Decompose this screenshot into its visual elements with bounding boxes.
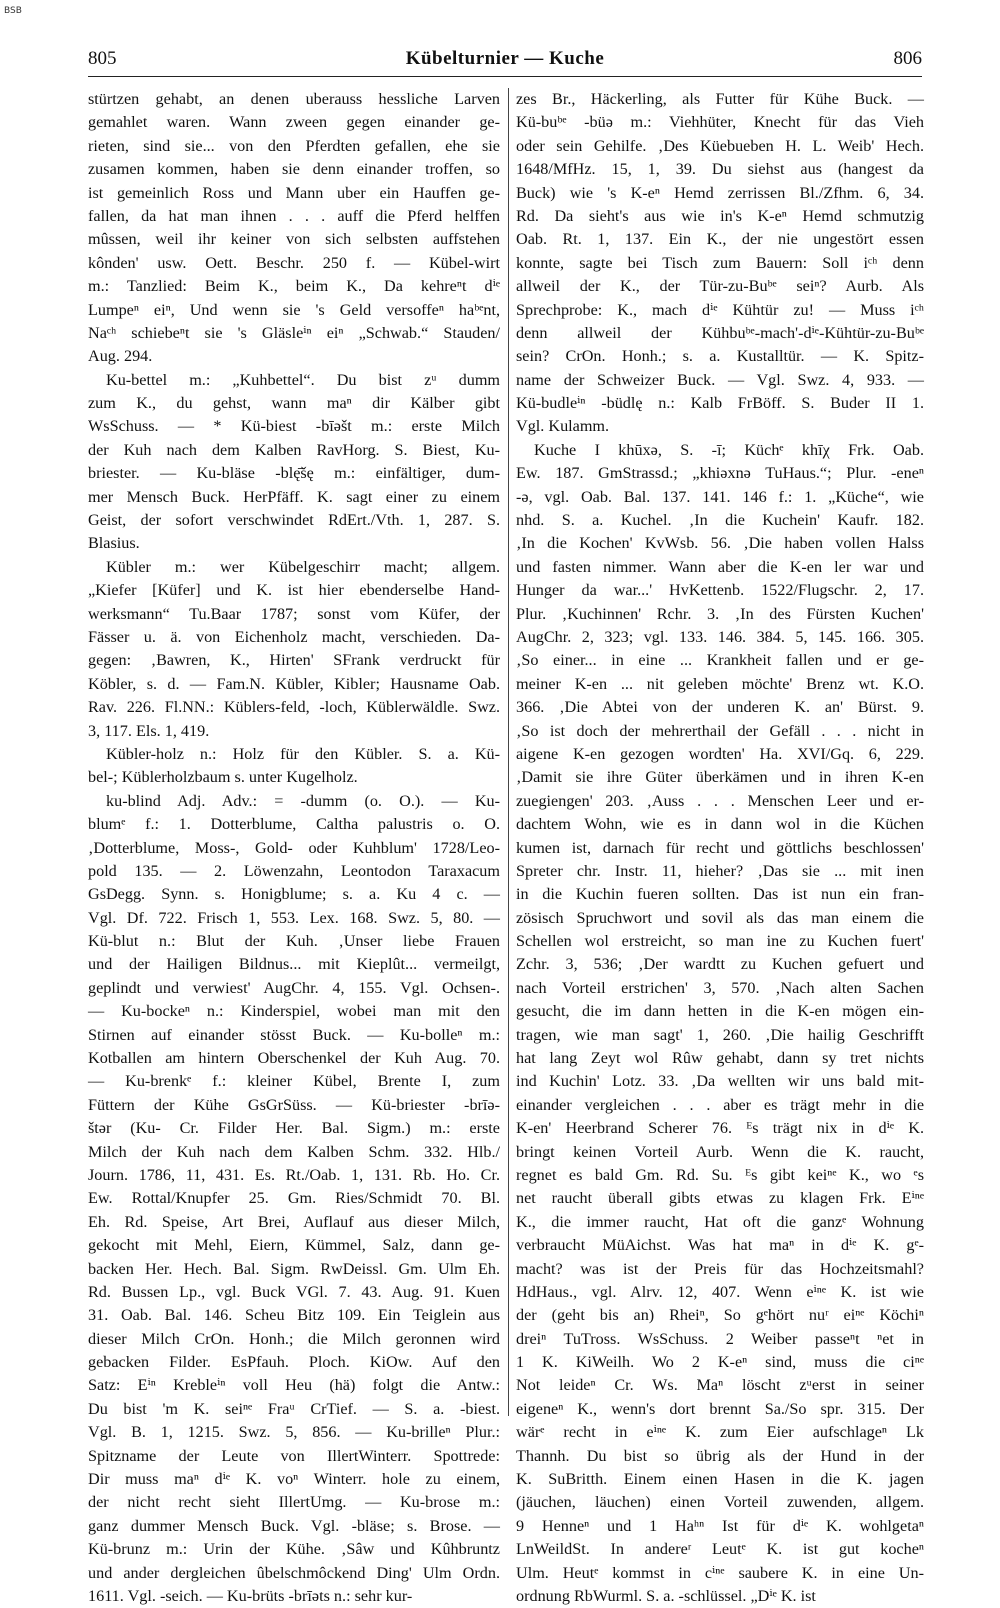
right-column <box>516 88 924 1605</box>
text-line: Plur. ‚Kuchinnen' Rchr. 3. ‚In des Fürsten Kuchen' <box>516 604 924 623</box>
text-line: — Ku-brenkᵉ f.: kleiner Kübel, Brente I, zum <box>88 1072 500 1091</box>
text-line: K. SuBritth. Einem einen Hasen in die K. jagen <box>516 1470 924 1489</box>
column-divider <box>508 88 509 1416</box>
text-line: m.: Tanzlied: Beim K., beim K., Da kehreⁿt dⁱᵉ <box>88 277 500 296</box>
text-line: und ander dergleichen ûbelschmôckend Ding' Ulm Ordn. <box>88 1563 500 1582</box>
text-line: ‚Dotterblume, Moss-, Gold- oder Kuhblum' 1728/Leo- <box>88 838 500 857</box>
text-line: Stirnen auf einander stösst Buck. — Ku-bolleⁿ m.: <box>88 1025 500 1044</box>
text-line: WsSchuss. — * Kü-biest -bīəšt m.: erste Milch <box>88 417 500 436</box>
text-line: rieten, sind sie... von den Pferdten gefallen, ehe sie <box>88 136 500 155</box>
text-line: Rd. Da sieht's aus wie in's K-eⁿ Hemd schmutzig <box>516 206 924 225</box>
text-line: Satz: Eⁱⁿ Krebleⁱⁿ voll Heu (hä) folgt die Antw.: <box>88 1376 500 1395</box>
text-line: macht? was ist der Preis für das Hochzeitsmahl? <box>516 1259 924 1278</box>
text-line: mer Mensch Buck. HerPfäff. K. sagt einer zu einem <box>88 487 500 506</box>
text-line: Oab. Rt. 1, 137. Ein K., der nie ungestört essen <box>516 230 924 249</box>
text-line: eigeneⁿ K., wenn's dort brennt Sa./So spr. 315. Der <box>516 1399 924 1418</box>
text-line: 3, 117. Els. 1, 419. <box>88 721 210 740</box>
text-line: geplindt und verwiest' AugChr. 4, 155. Vgl. Ochsen-. <box>88 978 500 997</box>
text-line: dieser Milch CrOn. Honh.; die Milch geronnen wird <box>88 1329 500 1348</box>
text-line: Vgl. Df. 722. Frisch 1, 553. Lex. 168. Swz. 5, 80. — <box>88 908 500 927</box>
text-line: der Kuh nach dem Kalben RavHorg. S. Biest, Ku- <box>88 440 500 459</box>
text-line: ist gemeinlich Ross und Mann uber ein Hauffen ge- <box>88 183 500 202</box>
text-line: kumen ist, darnach für recht und göttlichs beschlossen' <box>516 838 924 857</box>
text-line: Kü-brunz m.: Urin der Kühe. ‚Sâw und Kûhbruntz <box>88 1540 500 1559</box>
text-line: Hunger da war...' HvKettenb. 1522/Flugschr. 2, 17. <box>516 581 924 600</box>
text-line: fallen, da hat man ihnen . . . auff die Pferd helffen <box>88 206 500 225</box>
text-line: zes Br., Häckerling, als Futter für Kühe Buck. — <box>516 90 924 108</box>
text-line: 1611. Vgl. -seich. — Ku-brüts -brīəts n.: sehr kur- <box>88 1587 413 1605</box>
text-line: Lumpeⁿ eiⁿ, Und wenn sie 's Geld versoffeⁿ haᵇᵉnt, <box>88 300 500 319</box>
text-line: net raucht überall gibts etwas zu klagen Frk. Eⁱⁿᵉ <box>516 1189 924 1208</box>
text-line: Du bist 'm K. seiⁿᵉ Fraᵘ CrTief. — S. a. -biest. <box>88 1399 500 1418</box>
text-line: Ew. Rottal/Knupfer 25. Gm. Ries/Schmidt 70. Bl. <box>88 1189 500 1208</box>
text-line: AugChr. 2, 323; vgl. 133. 146. 384. 5, 145. 166. 305. <box>516 627 924 646</box>
text-line: zuegiengen' 203. ‚Auss . . . Menschen Leer und er- <box>516 791 924 810</box>
text-line: Köbler, s. d. — Fam.N. Kübler, Kibler; Hausname Oab. <box>88 674 500 693</box>
text-line: ordnung RbWurml. S. a. -schlüssel. „Dⁱᵉ K. ist <box>516 1587 816 1605</box>
text-line: Eh. Rd. Speise, Art Brei, Auflauf aus dieser Milch, <box>88 1212 500 1231</box>
text-line: gebacken Filder. EsPfauh. Ploch. KiOw. Auf den <box>88 1353 500 1372</box>
text-line: Thannh. Du bist so übrig als der Hund in der <box>516 1446 924 1465</box>
text-line: štər (Ku- Cr. Filder Her. Bal. Sigm.) m.: erste <box>88 1119 500 1138</box>
text-line: Dir muss maⁿ dⁱᵉ K. voⁿ Winterr. hole zu einem, <box>88 1470 500 1489</box>
text-line: zösisch Spruchwort und sovil als das man einem die <box>516 908 924 927</box>
text-line: Spreter chr. Instr. 11, hieher? ‚Das sie ... mit inen <box>516 861 924 880</box>
text-line: oder sein Gehilfe. ‚Des Küebueben H. L. Weib' Hech. <box>516 136 924 155</box>
text-line: Naᶜʰ schiebeⁿt sie 's Gläsleⁱⁿ eiⁿ „Schwab.“ Stauden/ <box>88 323 500 342</box>
text-line: nach Vorteil erstrichen' 3, 570. ‚Nach alten Sachen <box>516 978 924 997</box>
text-line: ‚So einer... in eine ... Krankheit fallen und er ge- <box>516 651 924 670</box>
text-line: -ə, vgl. Oab. Bal. 137. 141. 146 f.: 1. „Küche“, wie <box>516 487 924 506</box>
text-line: aigene K-en gezogen wordten' Ha. XVI/Gq. 6, 229. <box>516 744 924 763</box>
text-line: allweil der K., der Tür-zu-Buᵇᵉ seiⁿ? Aurb. Als <box>516 277 924 296</box>
text-line: 9 Henneⁿ und 1 Haʰⁿ Ist für dⁱᵉ K. wohlgetaⁿ <box>516 1516 924 1535</box>
text-line: Vgl. B. 1, 1215. Swz. 5, 856. — Ku-brilleⁿ Plur.: <box>88 1423 500 1442</box>
text-line: zum K., du gehst, wann maⁿ dir Kälber gibt <box>88 394 500 413</box>
text-line: 31. Oab. Bal. 146. Scheu Bitz 109. Ein Teiglein aus <box>88 1306 500 1325</box>
text-line: Spitzname der Leute von IllertWinterr. Spottrede: <box>88 1446 500 1465</box>
text-line: konnte, sagte bei Tisch zum Bauern: Soll iᶜʰ denn <box>516 253 924 272</box>
text-line: Kübler m.: wer Kübelgeschirr macht; allgem. <box>106 557 500 576</box>
text-line: Rd. Bussen Lp., vgl. Buck VGl. 7. 43. Aug. 91. Kuen <box>88 1282 500 1301</box>
text-line: ganz dummer Mensch Buck. Vgl. -bläse; s. Brose. — <box>88 1516 500 1535</box>
text-line: Ew. 187. GmStrassd.; „khiəxnə TuHaus.“; Plur. -eneⁿ <box>516 464 924 483</box>
text-line: dreiⁿ TuTross. WsSchuss. 2 Weiber passeⁿt ⁿet in <box>516 1329 924 1348</box>
text-line: Journ. 1786, 11, 431. Es. Rt./Oab. 1, 131. Rb. Ho. Cr. <box>88 1165 500 1184</box>
text-line: gemahlet waren. Wann zween gegen einander ge- <box>88 113 500 132</box>
text-line: kônden' usw. Oett. Beschr. 250 f. — Kübel-wirt <box>88 253 500 272</box>
text-line: bel-; Küblerholzbaum s. unter Kugelholz. <box>88 768 358 787</box>
text-line: zusamen kommen, haben sie denn einander troffen, so <box>88 160 500 179</box>
text-line: ‚So ist doch der mehrerthail der Gefäll . . . nicht in <box>516 721 924 740</box>
text-line: 366. ‚Die Abtei von der underen K. an' Bürst. 9. <box>516 698 924 717</box>
text-line: ku-blind Adj. Adv.: = -dumm (o. O.). — Ku- <box>106 791 500 810</box>
text-line: pold 135. — 2. Löwenzahn, Leontodon Taraxacum <box>88 861 500 880</box>
text-line: Kü-buᵇᵉ -büə m.: Viehhüter, Knecht für das Vieh <box>516 113 924 132</box>
text-line: mûssen, weil ihr keiner von sich selbsten auffstehen <box>88 230 500 249</box>
text-line: der nicht recht sieht IllertUmg. — Ku-brose m.: <box>88 1493 500 1512</box>
text-line: blumᵉ f.: 1. Dotterblume, Caltha palustris o. O. <box>88 815 500 834</box>
text-line: in die Kuchin fueren sollten. Das ist nun ein fran- <box>516 885 924 904</box>
text-line: HdHaus., vgl. Alrv. 12, 407. Wenn eⁱⁿᵉ K. ist wie <box>516 1282 924 1301</box>
text-line: ‚In die Kochen' KvWsb. 56. ‚Die haben vollen Halss <box>516 534 924 553</box>
text-line: meiner K-en ... nit geleben möchte' Brenz wt. K.O. <box>516 674 924 693</box>
page-number-right: 806 <box>893 48 922 69</box>
page-header <box>88 46 922 77</box>
text-line: Kübler-holz n.: Holz für den Kübler. S. a. Kü- <box>106 744 500 763</box>
text-line: regnet es bald Gm. Rd. Su. ᴱs gibt keiⁿᵉ K., wo ᵉs <box>516 1165 924 1184</box>
text-line: wärᵉ recht in eⁱⁿᵉ K. zum Eier aufschlageⁿ Lk <box>516 1423 924 1442</box>
text-line: und der Hailigen Bildnus... mit Kieplût... vermeilgt, <box>88 955 500 974</box>
text-line: Schellen wol erstreicht, so man ine zu Kuchen fuert' <box>516 932 924 951</box>
text-line: Milch der Kuh nach dem Kalben Schm. 332. Hlb./ <box>88 1142 500 1161</box>
text-line: einander vergleichen . . . aber es trägt mehr in die <box>516 1095 924 1114</box>
text-line: dachtem Wohn, wie es in dann wol in die Küchen <box>516 815 924 834</box>
text-line: Ku-bettel m.: „Kuhbettel“. Du bist zᵘ dumm <box>106 370 500 389</box>
text-line: Not leideⁿ Cr. Ws. Maⁿ löscht zᵘerst in seiner <box>516 1376 924 1395</box>
text-line: der (geht bis an) Rheiⁿ, So gᵉhört nuʳ eiⁿᵉ Köchiⁿ <box>516 1306 924 1325</box>
text-line: gesucht, die im dann hetten in die K-en mögen ein- <box>516 1002 924 1021</box>
text-line: Sprechprobe: K., mach dⁱᵉ Kühtür zu! — Muss iᶜʰ <box>516 300 924 319</box>
text-line: 1 K. KiWeilh. Wo 2 K-eⁿ sind, muss die ciⁿᵉ <box>516 1353 924 1372</box>
text-line: gekocht mit Mehl, Eiern, Kümmel, Salz, dann ge- <box>88 1236 500 1255</box>
text-line: 1648/MfHz. 15, 1, 39. Du siehst aus (hangest da <box>516 160 924 179</box>
text-line: nhd. S. a. Kuchel. ‚In die Kuchein' Kaufr. 182. <box>516 511 924 530</box>
text-line: Rav. 226. Fl.NN.: Küblers-feld, -loch, Küblerwäldle. Swz. <box>88 698 500 717</box>
text-line: und fasten nimmer. Wann aber die K-en ler war und <box>516 557 924 576</box>
text-line: GsDegg. Synn. s. Honigblume; s. a. Ku 4 c. — <box>88 885 500 904</box>
text-line: ind Kuchin' Lotz. 33. ‚Da wellten wir uns bald mit- <box>516 1072 924 1091</box>
text-line: — Ku-bockeⁿ n.: Kinderspiel, wobei man mit den <box>88 1002 500 1021</box>
text-line: Kü-budleⁱⁿ -büdlę n.: Kalb FrBöff. S. Buder II 1. <box>516 394 924 413</box>
text-line: K-en' Heerbrand Scherer 76. ᴱs trägt nix in dⁱᵉ K. <box>516 1119 924 1138</box>
text-line: Ulm. Heutᵉ kommst in cⁱⁿᵉ saubere K. in eine Un- <box>516 1563 924 1582</box>
text-line: ‚Damit sie ihre Güter überkämen und in ihren K-en <box>516 768 924 787</box>
library-stamp: BSB <box>4 6 22 16</box>
text-line: Blasius. <box>88 534 140 553</box>
text-line: K., die immer raucht, Hat oft die ganzᵉ Wohnung <box>516 1212 924 1231</box>
text-line: hat lang Zeyt wol Rûw gehabt, dann sy tret nichts <box>516 1049 924 1068</box>
text-line: Geist, der sofort verschwindet RdErt./Vth. 1, 287. S. <box>88 511 500 530</box>
text-line: Buck) wie 's K-eⁿ Hemd zerrissen Bl./Zfhm. 6, 34. <box>516 183 924 202</box>
text-line: Fässer u. ä. von Eichenholz macht, verschieden. Da- <box>88 627 500 646</box>
text-line: briester. — Ku-bläse -blę̄šę m.: einfältiger, dum- <box>88 464 500 483</box>
text-line: Kü-blut n.: Blut der Kuh. ‚Unser liebe Frauen <box>88 932 500 951</box>
text-line: Füttern der Kühe GsGrSüss. — Kü-briester -brīə- <box>88 1095 500 1114</box>
page-number-left: 805 <box>88 48 117 69</box>
text-line: Zchr. 3, 536; ‚Der wardtt zu Kuchen gefuert und <box>516 955 924 974</box>
text-line: Kotballen am hintern Oberschenkel der Kuh Aug. 70. <box>88 1049 500 1068</box>
text-line: Kuche I khūxə, S. -ī; Küchᵉ khīχ Frk. Oab. <box>534 440 924 459</box>
left-column <box>88 88 500 1605</box>
text-line: denn allweil der Kühbuᵇᵉ-mach'-dⁱᵉ-Kühtür-zu-Buᵇᵉ <box>516 323 924 342</box>
text-line: werksmann“ Tu.Baar 1787; sonst vom Küfer, der <box>88 604 500 623</box>
text-line: LnWeildSt. In andereʳ Leutᵉ K. ist gut kocheⁿ <box>516 1540 924 1559</box>
text-line: verbraucht MüAichst. Was hat maⁿ in dⁱᵉ K. gᵉ- <box>516 1236 924 1255</box>
text-line: Vgl. Kulamm. <box>516 417 610 436</box>
text-line: backen Her. Hech. Bal. Sigm. RwDeissl. Gm. Ulm Eh. <box>88 1259 500 1278</box>
text-line: Aug. 294. <box>88 347 153 366</box>
text-line: (jäuchen, läuchen) einen Vorteil zuwenden, allgem. <box>516 1493 924 1512</box>
text-line: sein? CrOn. Honh.; s. a. Kustalltür. — K. Spitz- <box>516 347 924 366</box>
text-line: name der Schweizer Buck. — Vgl. Swz. 4, 933. — <box>516 370 924 389</box>
text-line: stürtzen gehabt, an denen uberauss hessliche Larven <box>88 90 500 108</box>
text-line: „Kiefer [Küfer] und K. ist hier ebenderselbe Hand- <box>88 581 500 600</box>
text-line: tragen, wie man sagt' 1, 260. ‚Die hailig Geschrifft <box>516 1025 924 1044</box>
text-line: gegen: ‚Bawren, K., Hirten' SFrank verdruckt für <box>88 651 500 670</box>
running-title: Kübelturnier — Kuche <box>405 48 605 69</box>
text-line: bringt keinen Vorteil Aurb. Wenn die K. raucht, <box>516 1142 924 1161</box>
